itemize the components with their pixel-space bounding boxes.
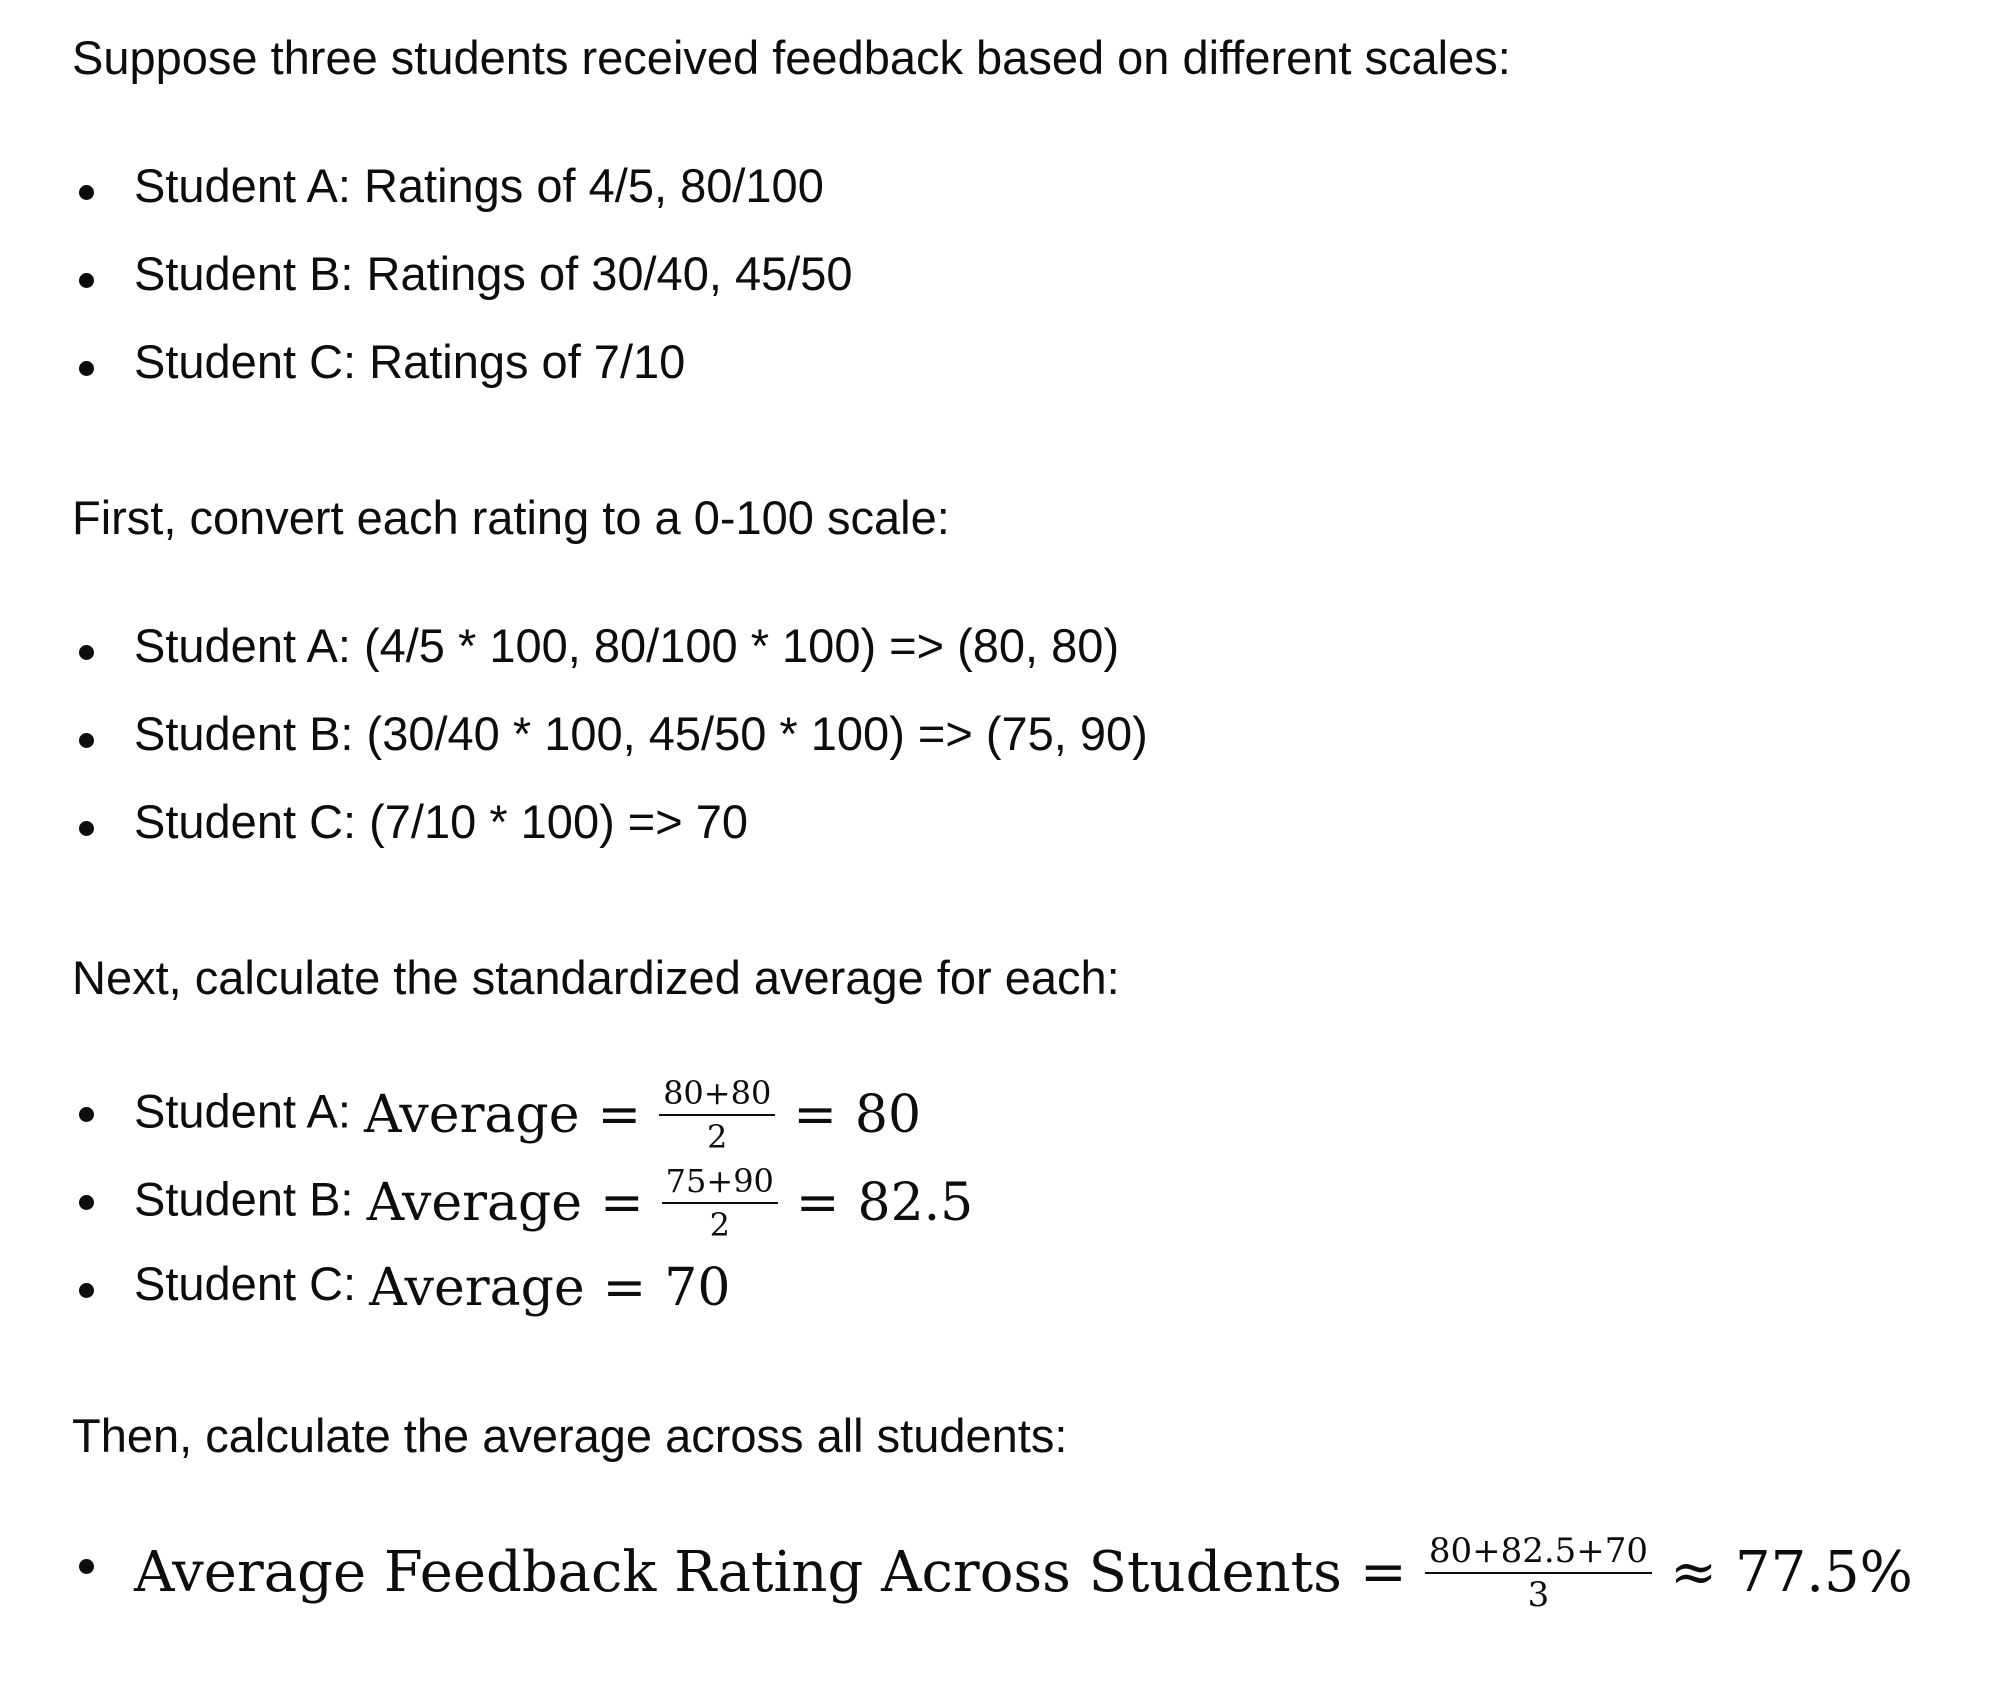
fraction-numerator: 75+90 — [662, 1162, 778, 1204]
equals-sign: = — [793, 1085, 837, 1145]
overall-result: 77.5% — [1734, 1540, 1913, 1605]
average-result: 82.5 — [857, 1173, 974, 1233]
student-label: Student B: — [134, 1172, 354, 1226]
fraction-denominator: 3 — [1527, 1575, 1550, 1615]
equals-sign: = — [602, 1257, 647, 1318]
overall-intro-paragraph: Then, calculate the average across all students: — [72, 1409, 1068, 1462]
list-item: Student A: Ratings of 4/5, 80/100 — [72, 152, 1952, 240]
list-item: Student C: Ratings of 7/10 — [72, 328, 1952, 416]
list-item: Student B: (30/40 * 100, 45/50 * 100) => (75, 90) — [72, 700, 1952, 788]
equals-sign: = — [600, 1173, 644, 1233]
average-result: 80 — [854, 1085, 922, 1145]
overall-label: Average Feedback Rating Across Students — [134, 1540, 1342, 1605]
convert-intro-paragraph: First, convert each rating to a 0-100 scale: — [72, 491, 950, 544]
equals-sign: = — [597, 1085, 642, 1145]
list-item: Student B: Ratings of 30/40, 45/50 — [72, 240, 1952, 328]
intro-paragraph: Suppose three students received feedback based on different scales: — [72, 31, 1511, 84]
average-formula — [367, 1162, 974, 1244]
overall-list — [72, 1526, 1952, 1632]
fraction — [659, 1074, 775, 1156]
average-word: Average — [366, 1173, 583, 1233]
average-word: Average — [369, 1257, 585, 1318]
fraction-numerator: 80+82.5+70 — [1425, 1532, 1652, 1574]
list-item — [72, 1526, 1952, 1632]
averages-list — [72, 1074, 1952, 1338]
average-formula — [364, 1074, 921, 1156]
average-word: Average — [363, 1085, 580, 1145]
list-item — [72, 1162, 1952, 1250]
average-result: 70 — [664, 1257, 731, 1318]
equals-sign: = — [1359, 1540, 1407, 1605]
list-item — [72, 1074, 1952, 1162]
list-item — [72, 1250, 1952, 1338]
student-label: Student A: — [134, 1084, 351, 1138]
list-item: Student A: (4/5 * 100, 80/100 * 100) => (80, 80) — [72, 612, 1952, 700]
fraction — [1425, 1532, 1652, 1614]
fraction-denominator: 2 — [709, 1206, 730, 1244]
fraction-numerator: 80+80 — [659, 1074, 775, 1116]
fraction-denominator: 2 — [707, 1118, 728, 1156]
overall-formula — [134, 1532, 1913, 1614]
list-item: Student C: (7/10 * 100) => 70 — [72, 788, 1952, 876]
student-label: Student C: — [134, 1257, 357, 1310]
equals-sign: = — [795, 1173, 840, 1233]
approx-sign: ≈ — [1670, 1540, 1717, 1605]
average-intro-paragraph: Next, calculate the standardized average for each: — [72, 951, 1120, 1004]
fraction — [662, 1162, 778, 1244]
ratings-list — [72, 152, 1952, 416]
conversions-list — [72, 612, 1952, 876]
document-body — [72, 24, 1952, 1632]
average-formula — [369, 1254, 730, 1322]
